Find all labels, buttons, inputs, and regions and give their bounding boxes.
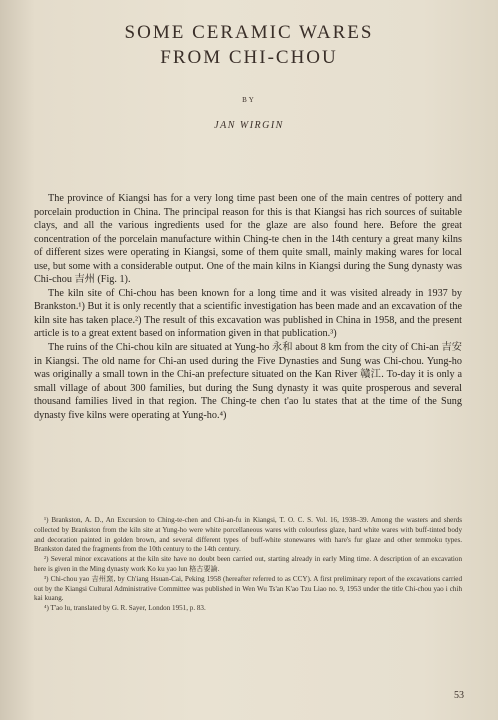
paragraph-3: The ruins of the Chi-chou kiln are situated at Yung-ho 永和 about 8 km from the city of Chi-an 吉安 in Kiangsi. The old name for Chi-an used during the Five Dynasties and Sung was Chi-chou. Yung-ho was originally a small town in the Chi-an prefecture situated on the Kan River 贛江. To-day it is only a small village of about 300 families, but during the Sung dynasty it was quite prosperous and several thousand families lived in that region. The Ching-te chen t'ao lu states that at the time of the Sung dynasty five kilns were operating at Yung-ho.⁴)	[34, 342, 462, 421]
paragraph-1: The province of Kiangsi has for a very long time past been one of the main centres of pottery and porcelain production in China. The principal reason for this is that Kiangsi has rich sources of suitable clays, and all the various ingredients used for the glaze are also found here. Before the great concentration of the porcelain manufacture within Ching-te chen in the 14th century a great many kilns of different sizes were operating in Kiangsi, some of them quite small, mainly making wares for local use, but some with a considerable output. One of the main kilns in Kiangsi during the Sung dynasty was Chi-chou 吉州 (Fig. 1).	[34, 193, 462, 286]
footnotes	[34, 516, 462, 614]
author-name: JAN WIRGIN	[214, 120, 284, 131]
paragraph-2: The kiln site of Chi-chou has been known for a long time and it was visited already in 1937 by Brankston.¹) But it is only recently that a scientific investigation has been made and an excavation of the kiln site has taken place.²) The result of this excavation was published in China in 1958, and the present article is to a great extent based on information given in that publication.³)	[34, 287, 462, 340]
title-line-2: FROM CHI-CHOU	[160, 47, 338, 68]
article-body	[34, 192, 462, 422]
title-line-1: SOME CERAMIC WARES	[124, 22, 374, 43]
page-number: 53	[454, 690, 464, 701]
footnote-3: ³) Chi-chou yao 吉州窯, by Ch'iang Hsuan-Cai, Peking 1958 (hereafter referred to as CCY). A first preliminary report of the excavations carried out by the Kiangsi Cultural Administrative Committee was published in Wen Wu Ts'an K'ao Tzu Liao no. 9, 1953 under the title Chi-chou yao i chih kai kuang.	[34, 574, 462, 603]
article-title	[0, 20, 498, 70]
byline: BY	[242, 96, 256, 104]
footnote-4: ⁴) T'ao lu, translated by G. R. Sayer, London 1951, p. 83.	[44, 604, 206, 613]
footnote-1: ¹) Brankston, A. D., An Excursion to Ching-te-chen and Chi-an-fu in Kiangsi, T. O. C. S. Vol. 16, 1938–39. Among the wasters and sherds collected by Brankston from the kiln site at Yung-ho were white porcellaneous wares with colourless glaze, hard white wares with buff-tinted body and decoration painted in golden brown, and several different types of buff-white stonewares with hare's fur glaze and other temmoku types. Brankston dated the fragments from the 10th century to the 14th century.	[34, 516, 462, 554]
footnote-2: ²) Several minor excavations at the kiln site have no doubt been carried out, starting already in early Ming time. A description of an excavation here is given in the Ming dynasty work Ko ku yao lun 格古要論.	[34, 555, 462, 573]
